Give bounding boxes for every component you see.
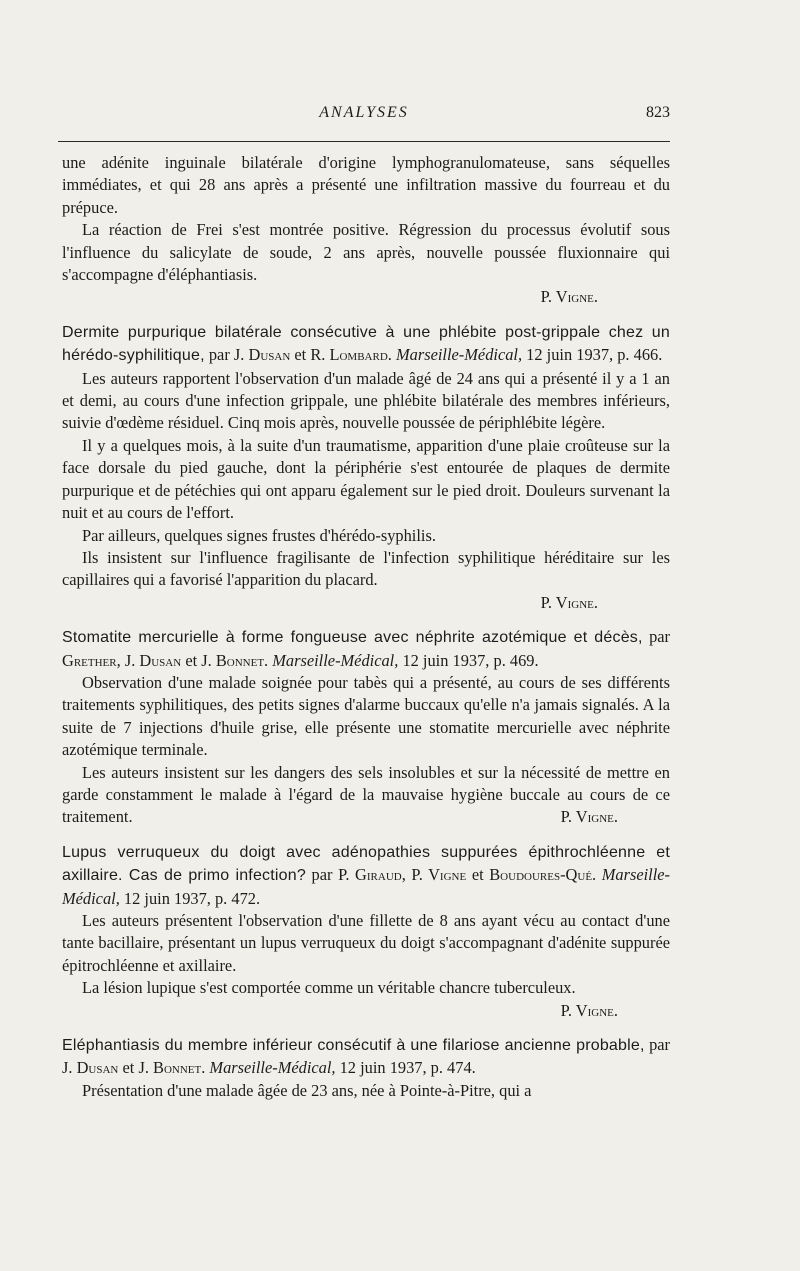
author: Grether, <box>62 650 121 670</box>
author: P. Vigne <box>411 865 467 885</box>
publication-date: 12 juin 1937, p. 469. <box>402 650 539 670</box>
publication-date: 12 juin 1937, p. 466. <box>526 345 663 365</box>
article-paragraph-text: La lésion lupique s'est comportée comme un véritable chancre tuberculeux. <box>82 978 576 998</box>
article-paragraph <box>62 977 670 1020</box>
signature: P. Vigne. <box>560 1000 618 1020</box>
page-number: 823 <box>646 104 670 121</box>
par-word: par <box>649 1035 670 1055</box>
article-heading <box>62 1034 670 1080</box>
author: J. Dusan <box>62 1058 119 1078</box>
et-word: et <box>471 865 484 885</box>
article-title: Lupus verruqueux du doigt avec adénopathies suppurées épithrochléenne et axillaire. Cas de primo infection? <box>62 843 670 885</box>
author: J. Dusan <box>233 345 291 365</box>
author: J. Dusan <box>124 650 182 670</box>
article-paragraph: Les auteurs rapportent l'observation d'un malade âgé de 24 ans qui a présenté il y a 1 an et demi, au cours d'une infection grippale, une phlébite bilatérale des membres inférieurs, suivie d'œdème résiduel. Cinq mois après, nouvelle poussée de périphlébite légère. <box>62 368 670 433</box>
article-paragraph <box>62 762 670 829</box>
par-word: par <box>649 627 670 647</box>
et-word: et <box>185 650 198 670</box>
article-title: Eléphantiasis du membre inférieur consécutif à une filariose ancienne probable, <box>62 1037 645 1055</box>
intro-paragraph-2: La réaction de Frei s'est montrée positive. Régression du processus évolutif sous l'influence du salicylate de soude, 2 ans après, nouvelle poussée fluxionnaire qui s'accompagne d'éléphantiasis. <box>62 220 670 285</box>
article-heading <box>62 841 670 910</box>
article-paragraph-text: Les auteurs insistent sur les dangers des sels insolubles et sur la nécessité de mettre en garde constamment le malade à l'égard de la mauvaise hygiène buccale au cours de ce traitement. <box>62 762 670 827</box>
header-rule <box>58 141 670 142</box>
intro-paragraph-1: une adénite inguinale bilatérale d'origine lymphogranulomateuse, sans séquelles immédiates, et qui 28 ans après a présenté une infiltration massive du fourreau et du prépuce. <box>62 153 670 217</box>
journal-name: Marseille-Médical, <box>62 865 671 908</box>
author: R. Lombard. <box>310 345 392 365</box>
et-word: et <box>122 1058 135 1078</box>
par-word: par <box>208 345 230 365</box>
article-heading <box>62 626 670 672</box>
journal-name: Marseille-Médical, <box>209 1058 336 1078</box>
author: Boudoures-Qué. <box>489 865 597 885</box>
article-paragraph: Ils insistent sur l'influence fragilisante de l'infection syphilitique héréditaire sur les capillaires qui a favorisé l'apparition du placard. <box>62 547 670 590</box>
article-paragraph: Présentation d'une malade âgée de 23 ans, née à Pointe-à-Pitre, qui a <box>82 1080 532 1100</box>
journal-name: Marseille-Médical, <box>395 345 523 365</box>
page-body <box>62 152 670 1102</box>
article-paragraph: Les auteurs présentent l'observation d'une fillette de 8 ans ayant vécu au contact d'une tante bacillaire, présentant un lupus verruqueux du doigt s'accompagnant d'adénite suppurée épitrochléenne et axillaire. <box>62 911 670 975</box>
article-paragraph: Par ailleurs, quelques signes frustes d'hérédo-syphilis. <box>82 525 436 545</box>
article-title: Stomatite mercurielle à forme fongueuse avec néphrite azotémique et décès, <box>62 629 643 647</box>
article-heading <box>62 321 670 368</box>
page-header <box>58 104 670 128</box>
publication-date: 12 juin 1937, p. 474. <box>339 1058 476 1078</box>
article-title: Dermite purpurique bilatérale consécutive à une phlébite post-grippale chez un hérédo-syphilitique, <box>62 323 670 365</box>
signature: P. Vigne. <box>540 592 598 612</box>
author: P. Giraud, <box>338 865 406 885</box>
par-word: par <box>311 865 333 885</box>
running-title: ANALYSES <box>319 104 409 121</box>
signature: P. Vigne. <box>540 287 598 307</box>
author: J. Bonnet. <box>201 650 269 670</box>
article-paragraph: Il y a quelques mois, à la suite d'un traumatisme, apparition d'une plaie croûteuse sur la face dorsale du pied gauche, dont la périphérie s'est entourée de plaques de dermite purpurique et de pétéchies qui ont apparu également sur le pied droit. Douleurs survenant la nuit et au cours de l'effort. <box>62 435 670 523</box>
journal-name: Marseille-Médical, <box>272 650 399 670</box>
publication-date: 12 juin 1937, p. 472. <box>123 888 261 908</box>
author: J. Bonnet. <box>138 1058 206 1078</box>
signature: P. Vigne. <box>560 807 618 827</box>
article-paragraph: Observation d'une malade soignée pour tabès qui a présenté, au cours de ses différents traitements syphilitiques, des petits signes d'alarme buccaux qu'elle n'a jamais signalés. A la suite de 7 injections d'huile grise, elle présente une stomatite mercurielle avec néphrite azotémique terminale. <box>62 672 670 760</box>
et-word: et <box>294 345 307 365</box>
